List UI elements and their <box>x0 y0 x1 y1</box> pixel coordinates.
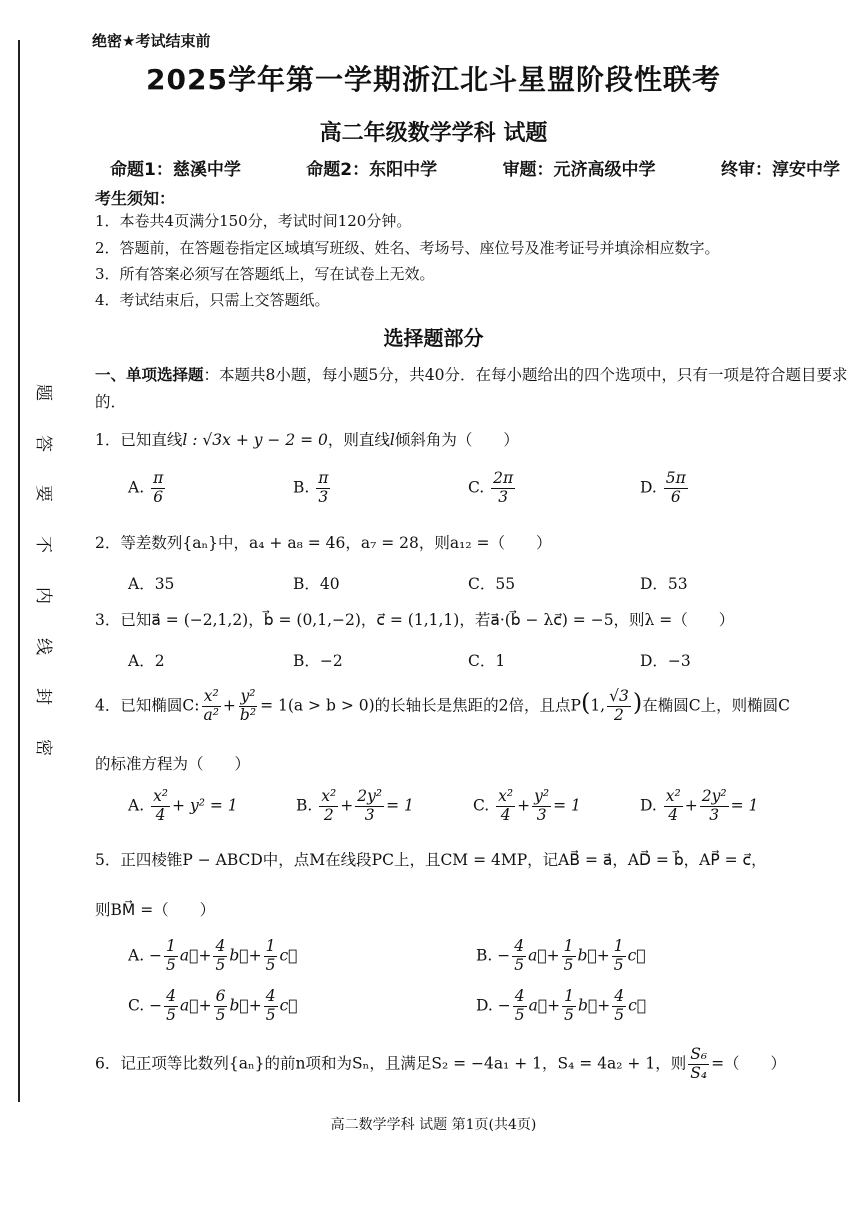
secret-mark: 绝密★考试结束前 <box>92 32 211 50</box>
notice-item: 1．本卷共4页满分150分，考试时间120分钟。 <box>95 212 412 230</box>
q1-var: l <box>389 431 395 449</box>
q6-text: 6．记正项等比数列{aₙ}的前n项和为Sₙ，且满足S₂ = −4a₁ + 1，S₄ = 4a₂ + 1，则 <box>95 1054 687 1073</box>
question-4-stem: 4．已知椭圆C: $\frac{\text{x²}}{\text{a²}}$ + $\frac{\text{y²}}{\text{b²}}$ = 1(a > b > 0)的长轴长是焦距的2倍，且点P(1, $\frac{√3}{2}$ )在椭圆C上，则椭圆C <box>95 687 790 724</box>
q5-option-a: A. − $\frac{1}{5}$ a⃗+ $\frac{4}{5}$ b⃗+ $\frac{1}{5}$ c⃗ <box>128 937 298 974</box>
q6-text: =（ ） <box>711 1054 787 1073</box>
numerator: 2π <box>493 469 514 487</box>
q5-option-b: B. − $\frac{4}{5}$ a⃗+ $\frac{1}{5}$ b⃗+ $\frac{1}{5}$ c⃗ <box>476 937 646 974</box>
option-label: D. <box>476 996 493 1015</box>
seal-text <box>30 380 60 760</box>
notice-item: 4．考试结束后，只需上交答题纸。 <box>95 291 330 309</box>
part-title: 一、单项选择题 <box>95 366 204 384</box>
option-label: C. <box>473 796 490 815</box>
denominator: 6 <box>153 487 164 506</box>
reviewer: 审题：元济高级中学 <box>502 160 656 180</box>
question-1-stem <box>95 428 519 450</box>
q1-equation: l : √3x + y − 2 = 0 <box>182 431 328 449</box>
option-label: A. <box>128 796 145 815</box>
q4-option-a: A. $\frac{\text{x²}}{4}$ + y² = 1 <box>128 787 238 824</box>
q3-option-b: B．−2 <box>293 652 343 670</box>
option-label: B. <box>476 946 493 965</box>
q6-frac: $\frac{\text{S₆}}{\text{S₄}}$ <box>690 1045 708 1082</box>
q4-text: 4．已知椭圆C: <box>95 696 200 715</box>
q5-option-d: D. − $\frac{4}{5}$ a⃗+ $\frac{1}{5}$ b⃗+ $\frac{4}{5}$ c⃗ <box>476 987 647 1024</box>
option-label: B. <box>296 796 313 815</box>
question-5-stem: 5．正四棱锥P − ABCD中，点M在线段PC上，且CM = 4MP，记AB⃗ = a⃗，AD⃗ = b⃗，AP⃗ = c⃗， <box>95 851 767 869</box>
option-fraction <box>491 470 515 507</box>
seal-char: 线 <box>32 637 53 655</box>
question-3-stem: 3．已知a⃗ = (−2,1,2)，b⃗ = (0,1,−2)，c⃗ = (1,1,1)，若a⃗·(b⃗ − λc⃗) = −5，则λ =（ ） <box>95 611 735 629</box>
page-subtitle: 高二年级数学学科 试题 <box>319 121 548 146</box>
q4-frac: $\frac{√3}{2}$ <box>609 687 629 724</box>
numerator: π <box>153 469 164 487</box>
seal-char: 答 <box>32 434 53 452</box>
question-2-stem: 2．等差数列{aₙ}中，a₄ + a₈ = 46，a₇ = 28，则a₁₂ =（ ） <box>95 534 552 552</box>
option-fraction <box>664 470 688 507</box>
seal-char: 要 <box>32 485 53 503</box>
notice-heading: 考生须知： <box>95 189 176 208</box>
q3-option-c: C．1 <box>468 652 506 670</box>
notice-item: 3．所有答案必须写在答题纸上，写在试卷上无效。 <box>95 265 435 283</box>
final-reviewer: 终审：淳安中学 <box>721 160 840 180</box>
binding-line <box>18 40 20 1102</box>
option-label: C. <box>128 996 145 1015</box>
part-desc: ：本题共8小题，每小题5分，共40分．在每小题给出的四个选项中，只有一项是符合题目要求的． <box>95 366 848 411</box>
option-fraction <box>316 470 330 507</box>
q1-option-c <box>468 470 517 507</box>
option-label: C. <box>468 478 485 497</box>
seal-char: 密 <box>32 738 53 756</box>
q1-text: 倾斜角为（ ） <box>394 431 519 449</box>
seal-char: 题 <box>32 384 53 401</box>
question-5-stem-line2: 则BM⃗ =（ ） <box>95 901 216 919</box>
q3-option-a: A．2 <box>128 652 165 670</box>
part-instructions <box>95 362 855 416</box>
option-label: A. <box>128 478 145 497</box>
q2-option-b: B．40 <box>293 575 340 593</box>
page-title: 2025学年第一学期浙江北斗星盟阶段性联考 <box>146 63 721 96</box>
numerator: π <box>318 469 329 487</box>
option-label: D. <box>640 796 657 815</box>
q4-option-c: C. $\frac{\text{x²}}{4}$ + $\frac{\text{y²}}{3}$ = 1 <box>473 787 581 824</box>
authors-line <box>110 155 840 180</box>
notice-item: 2．答题前，在答题卷指定区域填写班级、姓名、考场号、座位号及准考证号并填涂相应数字。 <box>95 239 720 257</box>
option-label: A. <box>128 946 145 965</box>
q1-text: ，则直线 <box>327 431 390 449</box>
page-footer: 高二数学学科 试题 第1页(共4页) <box>330 1117 537 1133</box>
denominator: 3 <box>498 487 509 506</box>
denominator: 6 <box>670 487 681 506</box>
numerator: 5π <box>665 469 686 487</box>
seal-char: 不 <box>32 536 53 554</box>
q2-option-c: C．55 <box>468 575 516 593</box>
option-label: D. <box>640 478 657 497</box>
q1-option-d <box>640 470 690 507</box>
question-4-stem-line2: 的标准方程为（ ） <box>95 755 251 773</box>
denominator: 3 <box>318 487 329 506</box>
q2-option-d: D．53 <box>640 575 688 593</box>
q1-option-b <box>293 470 332 507</box>
option-fraction <box>151 470 165 507</box>
option-label: B. <box>293 478 310 497</box>
q1-text: 1．已知直线 <box>95 431 183 449</box>
question-6-stem <box>95 1046 786 1083</box>
q4-frac: $\frac{\text{y²}}{\text{b²}}$ <box>239 687 257 724</box>
q4-option-d: D. $\frac{\text{x²}}{4}$ + $\frac{\text{2y²}}{3}$ = 1 <box>640 787 759 824</box>
section-heading: 选择题部分 <box>383 326 484 350</box>
author-2: 命题2：东阳中学 <box>306 160 438 180</box>
q4-text: = 1(a > b > 0)的长轴长是焦距的2倍，且点P <box>260 696 581 715</box>
author-1: 命题1：慈溪中学 <box>110 160 241 180</box>
q4-option-b: B. $\frac{\text{x²}}{2}$ + $\frac{\text{2y²}}{3}$ = 1 <box>296 787 414 824</box>
q1-option-a <box>128 470 167 507</box>
q3-option-d: D．−3 <box>640 652 691 670</box>
q5-option-c: C. − $\frac{4}{5}$ a⃗+ $\frac{6}{5}$ b⃗+ $\frac{4}{5}$ c⃗ <box>128 987 298 1024</box>
seal-char: 封 <box>32 688 53 706</box>
q4-text: 在椭圆C上，则椭圆C <box>642 696 790 715</box>
q4-frac: $\frac{\text{x²}}{\text{a²}}$ <box>203 687 219 724</box>
q2-option-a: A．35 <box>128 575 175 593</box>
seal-char: 内 <box>32 586 53 604</box>
